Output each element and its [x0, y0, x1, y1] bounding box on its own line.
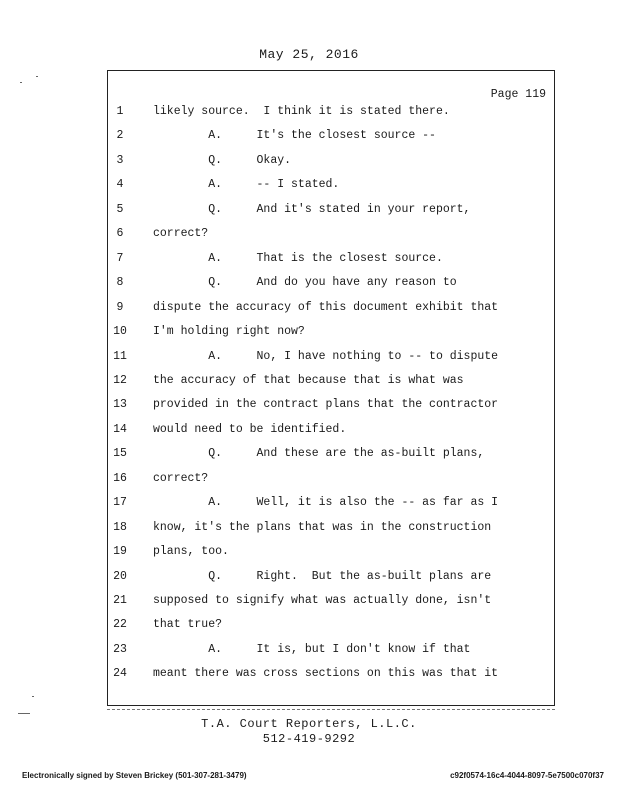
line-number: 13	[113, 398, 127, 412]
scan-speck	[18, 713, 30, 714]
line-text: A. That is the closest source.	[153, 251, 443, 265]
transcript-line	[0, 301, 618, 325]
line-text: Q. And these are the as-built plans,	[153, 447, 485, 461]
line-number: 17	[113, 496, 127, 510]
transcript-line	[0, 374, 618, 398]
line-number: 11	[113, 349, 127, 363]
line-text: provided in the contract plans that the contractor	[153, 398, 499, 412]
line-text: meant there was cross sections on this was that it	[153, 667, 499, 681]
line-number: 18	[113, 520, 127, 534]
line-number: 2	[116, 129, 124, 143]
line-text: correct?	[153, 471, 209, 485]
line-number: 8	[116, 276, 124, 290]
line-text: plans, too.	[153, 545, 229, 559]
line-number: 3	[116, 153, 124, 167]
line-text: correct?	[153, 227, 209, 241]
line-number: 23	[113, 642, 127, 656]
transcript-line	[0, 105, 618, 129]
line-number: 5	[116, 202, 124, 216]
line-number: 14	[113, 422, 127, 436]
line-number: 12	[113, 373, 127, 387]
line-text: likely source. I think it is stated there.	[153, 105, 450, 118]
transcript-line	[0, 521, 618, 545]
line-number: 21	[113, 594, 127, 607]
line-text: A. No, I have nothing to -- to dispute	[153, 349, 499, 363]
transcript-line	[0, 643, 618, 667]
line-text: I'm holding right now?	[153, 325, 305, 339]
line-number: 6	[116, 227, 124, 241]
line-number: 7	[116, 251, 124, 265]
line-text: Q. And do you have any reason to	[153, 276, 457, 290]
line-text: A. It is, but I don't know if that	[153, 642, 471, 656]
line-text: would need to be identified.	[153, 422, 347, 436]
line-number: 9	[116, 300, 124, 314]
line-text: know, it's the plans that was in the construction	[153, 520, 492, 534]
line-text: the accuracy of that because that is what was	[153, 373, 464, 387]
line-number: 4	[116, 178, 124, 192]
transcript-line	[0, 398, 618, 422]
transcript-line	[0, 545, 618, 569]
line-text: supposed to signify what was actually done, isn't	[153, 594, 492, 607]
footer-phone: 512-419-9292	[262, 732, 356, 746]
line-text: dispute the accuracy of this document exhibit that	[153, 300, 499, 314]
document-id: c92f0574-16c4-4044-8097-5e7500c070f37	[450, 771, 604, 780]
transcript-line	[0, 594, 618, 618]
line-text: Q. Right. But the as-built plans are	[153, 569, 492, 583]
transcript-line	[0, 423, 618, 447]
transcript-line	[0, 276, 618, 300]
transcript-line	[0, 325, 618, 349]
line-text: A. It's the closest source --	[153, 129, 436, 143]
scan-speck	[20, 82, 22, 83]
transcript-line	[0, 350, 618, 374]
transcript-line	[0, 154, 618, 178]
scan-speck	[32, 696, 34, 697]
line-text: A. Well, it is also the -- as far as I	[153, 496, 499, 510]
transcript-line	[0, 667, 618, 691]
transcript-line	[0, 178, 618, 202]
transcript-line	[0, 129, 618, 153]
transcript-line	[0, 447, 618, 471]
line-number: 24	[113, 667, 127, 681]
line-text: Q. And it's stated in your report,	[153, 202, 471, 216]
line-number: 19	[113, 545, 127, 559]
electronic-signature: Electronically signed by Steven Brickey (501-307-281-3479)	[22, 771, 247, 780]
page-header-date: May 25, 2016	[259, 47, 359, 62]
line-number: 1	[116, 105, 124, 118]
line-number: 10	[113, 325, 127, 339]
line-number: 20	[113, 569, 127, 583]
transcript-line	[0, 472, 618, 496]
line-number: 22	[113, 618, 127, 632]
transcript-line	[0, 496, 618, 520]
transcript-line	[0, 618, 618, 642]
line-text: that true?	[153, 618, 223, 632]
scan-speck	[36, 76, 38, 77]
line-number: 15	[113, 447, 127, 461]
line-number: 16	[113, 471, 127, 485]
transcript-line	[0, 203, 618, 227]
footer-company: T.A. Court Reporters, L.L.C.	[201, 717, 417, 731]
transcript-line	[0, 570, 618, 594]
transcript-line	[0, 227, 618, 251]
transcript-line	[0, 252, 618, 276]
page-number: Page 119	[490, 88, 546, 101]
line-text: Q. Okay.	[153, 153, 292, 167]
line-text: A. -- I stated.	[153, 178, 340, 192]
